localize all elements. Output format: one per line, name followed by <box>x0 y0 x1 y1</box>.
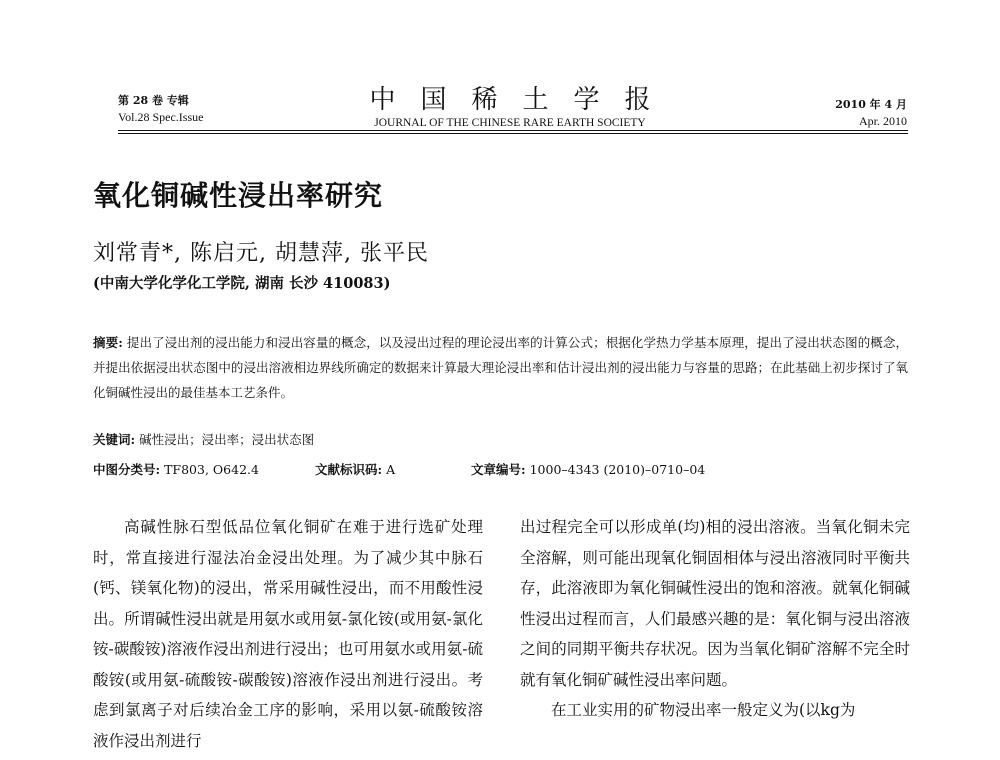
volume-en: Vol.28 Spec.Issue <box>118 110 204 124</box>
paper-authors: 刘常青*, 陈启元, 胡慧萍, 张平民 <box>93 241 429 266</box>
header-rule-top <box>118 130 908 131</box>
journal-name-zh: 中国稀土学报 <box>369 85 676 115</box>
paper-title: 氧化铜碱性浸出率研究 <box>93 179 384 212</box>
clc-label: 中图分类号: <box>93 462 161 477</box>
body-paragraph: 在工业实用的矿物浸出率一般定义为(以kg为 <box>551 701 856 719</box>
body-column-right <box>520 512 910 726</box>
journal-name-en: JOURNAL OF THE CHINESE RARE EARTH SOCIETY <box>374 117 646 129</box>
article-value: 1000–4343 (2010)–0710–04 <box>525 462 706 477</box>
article-label: 文章编号: <box>471 462 526 477</box>
body-paragraph: 高碱性脉石型低品位氧化铜矿在难于进行选矿处理时，常直接进行湿法冶金浸出处理。为了减少其中脉石(钙、镁氧化物)的浸出，常采用碱性浸出，而不用酸性浸出。所谓碱性浸出就是用氨水或用氨-氯化铵(或用氨-氯化铵-碳酸铵)溶液作浸出剂进行浸出；也可用氨水或用氨-硫酸铵(或用氨-硫酸铵-碳酸铵)溶液作浸出剂进行浸出。考虑到氯离子对后续冶金工序的影响，采用以氨-硫酸铵溶液作浸出剂进行 <box>93 518 483 750</box>
abstract-text: 提出了浸出剂的浸出能力和浸出容量的概念，以及浸出过程的理论浸出率的计算公式；根据化学热力学基本原理，提出了浸出状态图的概念，并提出依据浸出状态图中的浸出溶液相边界线所确定的数据来计算最大理论浸出率和估计浸出剂的浸出能力与容量的思路；在此基础上初步探讨了氧化铜碱性浸出的最佳基本工艺条件。 <box>93 335 908 400</box>
doc-value: A <box>382 462 396 477</box>
volume-zh: 第 28 卷 专辑 <box>118 94 189 107</box>
keywords-text: 碱性浸出；浸出率；浸出状态图 <box>135 432 315 447</box>
article-number <box>471 460 705 480</box>
keywords-label: 关键词: <box>93 432 136 447</box>
issue-date <box>835 96 907 130</box>
header-rule-bottom <box>118 133 908 134</box>
body-paragraph: 出过程完全可以形成单(均)相的浸出溶液。当氧化铜未完全溶解，则可能出现氧化铜固相体与浸出溶液同时平衡共存，此溶液即为氧化铜碱性浸出的饱和溶液。就氧化铜碱性浸出过程而言，人们最感兴趣的是：氧化铜与浸出溶液之间的同期平衡共存状况。因为当氧化铜矿溶解不完全时就有氧化铜矿碱性浸出率问题。 <box>520 518 910 689</box>
date-en: Apr. 2010 <box>859 114 907 128</box>
clc-number <box>93 460 259 480</box>
body-column-left <box>93 512 483 756</box>
doc-label: 文献标识码: <box>315 462 383 477</box>
document-code <box>315 460 395 480</box>
paper-affiliation: (中南大学化学化工学院, 湖南 长沙 410083) <box>93 275 391 292</box>
abstract-label: 摘要: <box>93 335 123 350</box>
volume-info <box>118 92 203 126</box>
keywords <box>93 430 314 450</box>
clc-value: TF803, O642.4 <box>160 462 259 477</box>
journal-name <box>345 84 675 130</box>
abstract <box>93 330 908 405</box>
date-zh: 2010 年 4 月 <box>835 98 907 111</box>
